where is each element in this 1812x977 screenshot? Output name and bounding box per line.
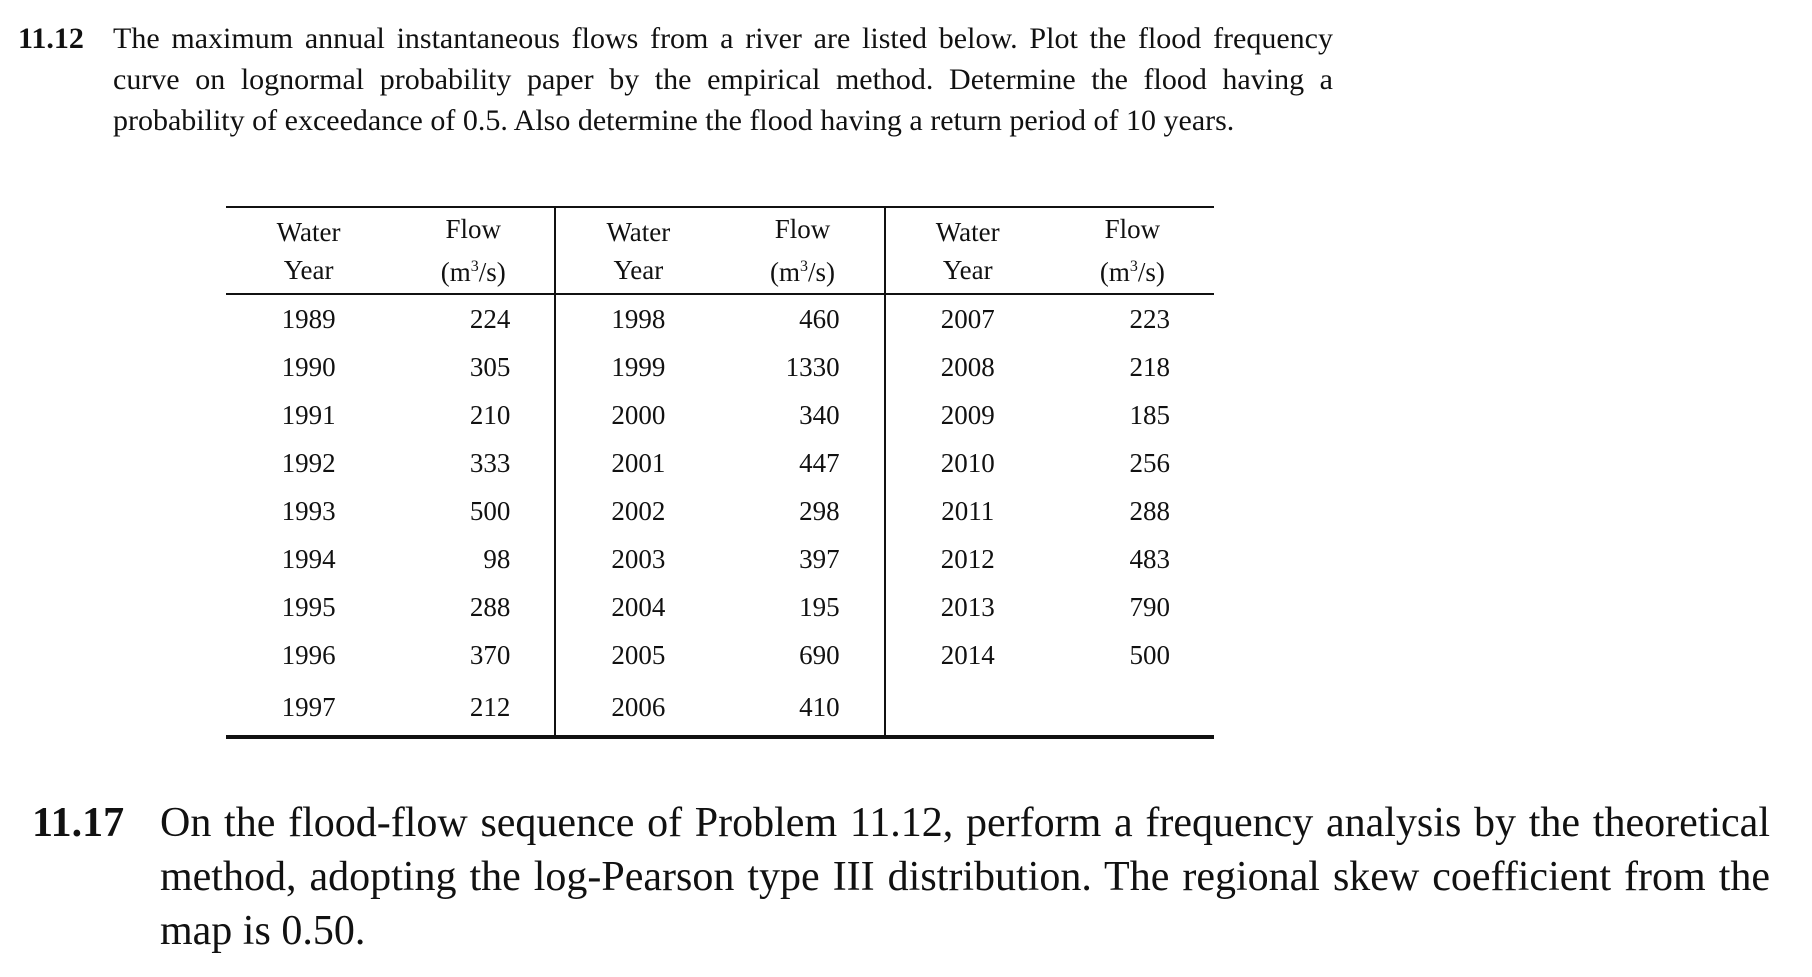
water-year-cell: 1994 (281, 543, 336, 574)
flow-cell: 333 (469, 447, 511, 478)
water-year-cell: 2008 (885, 343, 1050, 391)
water-year-cell: 1998 (555, 294, 720, 343)
water-year-cell: 2006 (555, 679, 720, 737)
water-year-cell: 1999 (555, 343, 720, 391)
water-year-cell: 2001 (555, 439, 720, 487)
flow-cell: 223 (1129, 303, 1170, 334)
flow-cell: 98 (483, 543, 511, 574)
water-year-cell: 1991 (281, 399, 336, 430)
table-row (226, 294, 1214, 343)
problem-number: 11.17 (32, 800, 125, 846)
table-row (226, 631, 1214, 679)
flow-cell: 224 (469, 303, 511, 334)
flow-table (226, 206, 1214, 739)
table-row (226, 391, 1214, 439)
water-year-cell: 2013 (885, 583, 1050, 631)
flow-cell: 397 (799, 543, 840, 574)
water-year-cell: 1990 (281, 351, 336, 382)
water-year-cell: 2010 (885, 439, 1050, 487)
flow-cell: 185 (1129, 399, 1170, 430)
table-row (226, 487, 1214, 535)
flow-cell: 210 (469, 399, 511, 430)
water-year-cell: 2003 (555, 535, 720, 583)
water-year-cell: 1989 (281, 303, 336, 334)
flow-cell: 483 (1129, 543, 1170, 574)
table-row (226, 679, 1214, 737)
water-year-cell: 1997 (281, 691, 336, 722)
flow-cell: 1330 (785, 351, 840, 382)
header-flow: Flow $(m^3/s)$ (720, 207, 884, 294)
flow-cell: 340 (799, 399, 840, 430)
flow-cell: 288 (469, 591, 511, 622)
water-year-cell: 2000 (555, 391, 720, 439)
problem-11-12 (18, 18, 1338, 141)
flow-cell: 288 (1129, 495, 1170, 526)
flow-cell: 195 (799, 591, 840, 622)
water-year-cell: 1996 (281, 639, 336, 670)
table-row (226, 343, 1214, 391)
flow-cell: 447 (799, 447, 840, 478)
water-year-cell: 2011 (885, 487, 1050, 535)
water-year-cell: 1993 (281, 495, 336, 526)
flow-cell: 218 (1129, 351, 1170, 382)
header-flow: Flow $(m^3/s)$ (391, 207, 555, 294)
flow-cell: 256 (1129, 447, 1170, 478)
flow-cell: 370 (469, 639, 511, 670)
header-water-year: Water Year (885, 207, 1050, 294)
table-header-row (226, 207, 1214, 294)
water-year-cell: 1992 (281, 447, 336, 478)
header-flow: Flow $(m^3/s)$ (1050, 207, 1214, 294)
water-year-cell: 2014 (885, 631, 1050, 679)
water-year-cell: 1995 (281, 591, 336, 622)
water-year-cell: 2009 (885, 391, 1050, 439)
flow-cell: 500 (469, 495, 511, 526)
water-year-cell (885, 679, 1050, 737)
problem-number: 11.12 (18, 22, 84, 55)
water-year-cell: 2012 (885, 535, 1050, 583)
water-year-cell: 2002 (555, 487, 720, 535)
table-row (226, 535, 1214, 583)
flow-cell: 690 (799, 639, 840, 670)
header-water-year: Water Year (555, 207, 720, 294)
problem-text: On the flood-flow sequence of Problem 11.12, perform a frequency analysis by the theoretical method, adopting the log-Pearson type III distribution. The regional skew coefficient from the map is 0.50. (160, 800, 1770, 954)
flow-cell: 305 (469, 351, 511, 382)
flow-cell: 298 (799, 495, 840, 526)
flow-cell: 410 (799, 691, 840, 722)
table-row (226, 583, 1214, 631)
water-year-cell: 2007 (885, 294, 1050, 343)
water-year-cell: 2005 (555, 631, 720, 679)
flow-cell: 500 (1129, 639, 1170, 670)
problem-11-17 (32, 796, 1782, 958)
flow-cell (1050, 679, 1214, 737)
flow-cell: 460 (799, 303, 840, 334)
flow-cell: 790 (1129, 591, 1170, 622)
water-year-cell: 2004 (555, 583, 720, 631)
header-water-year: Water Year (226, 207, 391, 294)
table-row (226, 439, 1214, 487)
flow-cell: 212 (469, 691, 511, 722)
problem-text: The maximum annual instantaneous flows from a river are listed below. Plot the flood frequency curve on lognormal probability paper by the empirical method. Determine the flood having a probability of exceedance of 0.5. Also determine the flood having a return period of 10 years. (113, 22, 1333, 137)
